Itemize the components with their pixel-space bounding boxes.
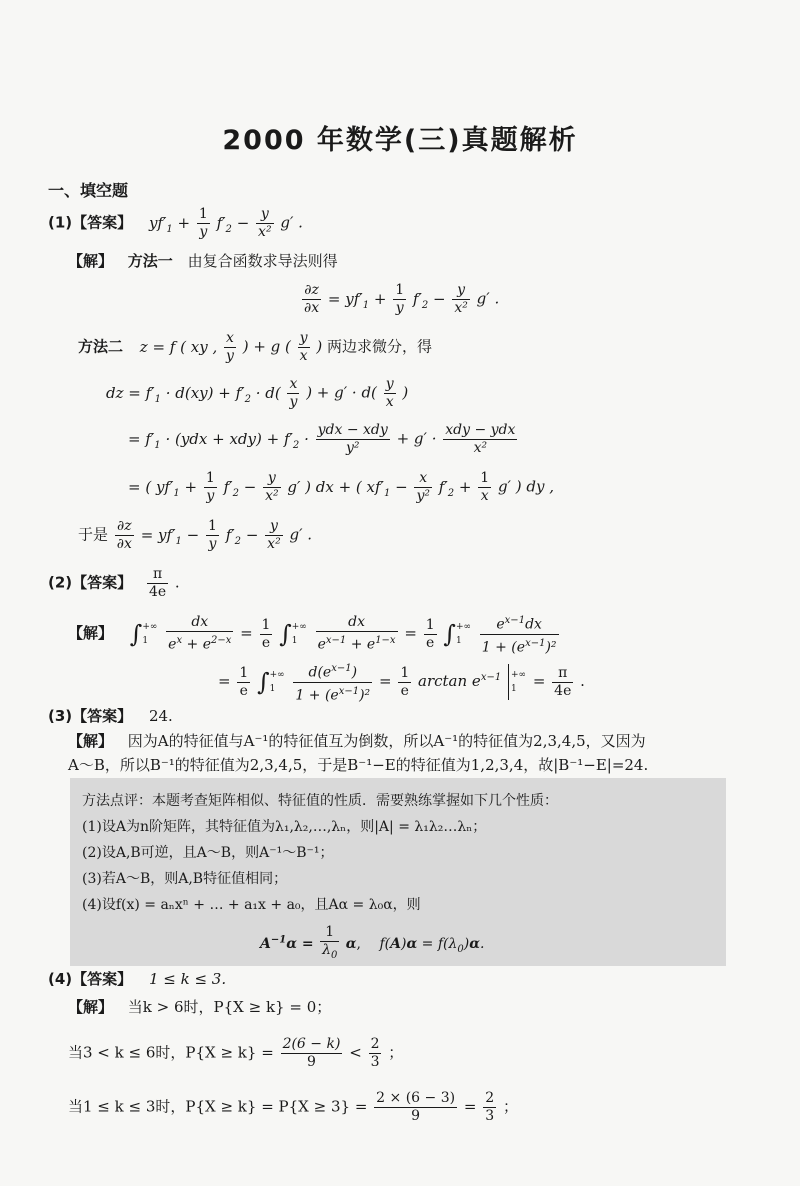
solution-2-line-2: = $\frac{1}{e}$ ∫+∞ 1 $\frac{d(e^{x-1})}{1 + (e^{x-1})^2}$ = $\frac{1}{e}$ $\arctan e^{x-1}$ +∞ 1 = $\frac{\pi}{4e}$ .	[218, 663, 585, 704]
fraction: $\frac{1}{y}$	[198, 206, 208, 240]
box-line-4: (3)若A～B，则A,B特征值相同；	[82, 871, 288, 887]
method-1-text: 由复合函数求导法则得	[187, 252, 338, 270]
method-2-label: 方法二	[78, 337, 124, 356]
answer-4	[48, 968, 226, 990]
answer-2: (2)【答案】 $\frac{\pi}{4e}$ .	[48, 566, 180, 600]
method-2-line: 方法二 z = f ( xy , $\frac{x}{y}$ ) + g ( $\frac{y}{x}$ ) 两边求微分，得	[78, 330, 433, 364]
equation-dz-3: = ( $yf'_1$ + $\frac{1}{y}$ $f'_2$ − $\frac{y}{\text{x²}}$ g′ ) dx + ( $xf'_1$ − $\frac{x}{\text{y²}}$ $f'_2$ + $\frac{1}{x}$ g′ ) dy ,	[128, 470, 554, 504]
answer-1-label: (1)【答案】	[48, 213, 133, 232]
method-comment-box	[70, 778, 726, 966]
solution-2-line-1: 【解】 ∫+∞ 1 $\frac{dx}{e^x + e^{2-x}}$ = $\frac{1}{e}$ ∫+∞ 1 $\frac{dx}{e^{x-1} + e^{1-x}}$ = $\frac{1}{e}$ ∫+∞ 1 $\frac{e^{x-1}dx}{1 + (e^{x-1})^2}$	[68, 614, 557, 656]
solution-4-line-3: 当1 ≤ k ≤ 3时，P{X ≥ k} = P{X ≥ 3} = $\frac{2 \times (6 - 3)}{9}$ = $\frac{2}{3}$ ；	[68, 1090, 518, 1124]
solution-3-line-2	[68, 754, 648, 776]
answer-1: (1)【答案】 $yf'_1$ + $\frac{1}{y}$ $f'_2$ − $\frac{y}{\text{x²}}$ g′ .	[48, 206, 303, 240]
solution-1-label: 【解】	[68, 252, 114, 270]
solution-4-text-1: 当k > 6时，P{X ≥ k} = 0；	[127, 998, 332, 1016]
answer-4-value: 1 ≤ k ≤ 3.	[148, 970, 227, 988]
method-1-label: 方法一	[127, 252, 173, 270]
answer-3-label: (3)【答案】	[48, 707, 133, 725]
answer-2-label: (2)【答案】	[48, 573, 133, 592]
solution-4-line-1	[68, 996, 331, 1018]
answer-4-label: (4)【答案】	[48, 970, 133, 988]
solution-4-line-2: 当3 < k ≤ 6时，P{X ≥ k} = $\frac{2(6 - k)}{9}$ < $\frac{2}{3}$ ；	[68, 1036, 404, 1070]
solution-4-label: 【解】	[68, 998, 114, 1016]
box-formula: $A^{-1}\alpha$ = $\frac{1}{\lambda_0}$ α, $f(A)\alpha = f(\lambda_0)\alpha$.	[260, 924, 484, 964]
solution-3-line-1	[68, 730, 646, 752]
equation-dz-1: dz = $f'_1 \cdot d(xy) + f'_2 \cdot d$( $\frac{x}{y}$ ) + g′ · d( $\frac{y}{x}$ )	[106, 376, 409, 410]
box-line-1: 方法点评：本题考查矩阵相似、特征值的性质．需要熟练掌握如下几个性质：	[82, 793, 558, 809]
solution-3-text-1: 因为A的特征值与A⁻¹的特征值互为倒数，所以A⁻¹的特征值为2,3,4,5，又因为	[127, 732, 646, 750]
page-title: 2000 年数学(三)真题解析	[222, 125, 578, 156]
box-line-3: (2)设A,B可逆，且A～B，则A⁻¹～B⁻¹；	[82, 845, 334, 861]
section-heading: 一、填空题	[48, 181, 129, 200]
solution-4-text-2: 当3 < k ≤ 6时，P{X ≥ k} =	[68, 1043, 274, 1062]
equation-partial-z-x: $\frac{\partial z}{\partial x}$ = $yf'_1$ + $\frac{1}{y}$ $f'_2$ − $\frac{y}{\text{x²}}$ g′ .	[304, 282, 500, 316]
solution-4-text-3: 当1 ≤ k ≤ 3时，P{X ≥ k} = P{X ≥ 3} =	[68, 1097, 368, 1116]
equation-dz-2: = $f'_1 \cdot (ydx + xdy) + f'_2$ · $\frac{\text{ydx − xdy}}{\text{y²}}$ + g′ · $\frac{\text{xdy − ydx}}{\text{x²}}$	[128, 422, 516, 456]
solution-2-label: 【解】	[68, 624, 114, 643]
fraction: $\frac{y}{\text{x²}}$	[258, 206, 272, 240]
method-2-tail: 两边求微分，得	[327, 337, 433, 356]
box-line-5: (4)设f(x) = aₙxⁿ + … + a₁x + a₀，且Aα = λ₀α，则	[82, 897, 421, 913]
answer-3-value: 24.	[148, 707, 173, 725]
answer-3	[48, 705, 173, 727]
solution-1-method-1	[68, 250, 338, 272]
equation-conclusion-1: 于是 $\frac{\partial z}{\partial x}$ = $yf'_1$ − $\frac{1}{y}$ $f'_2$ − $\frac{y}{\text{x²}}$ g′ .	[78, 518, 313, 552]
box-line-2: (1)设A为n阶矩阵，其特征值为λ₁,λ₂,…,λₙ，则|A| = λ₁λ₂…λₙ；	[82, 819, 487, 835]
yushi-label: 于是	[78, 525, 109, 544]
solution-3-label: 【解】	[68, 732, 114, 750]
solution-3-text-2: A～B，所以B⁻¹的特征值为2,3,4,5，于是B⁻¹−E的特征值为1,2,3,4，故|B⁻¹−E|=24.	[68, 756, 649, 774]
